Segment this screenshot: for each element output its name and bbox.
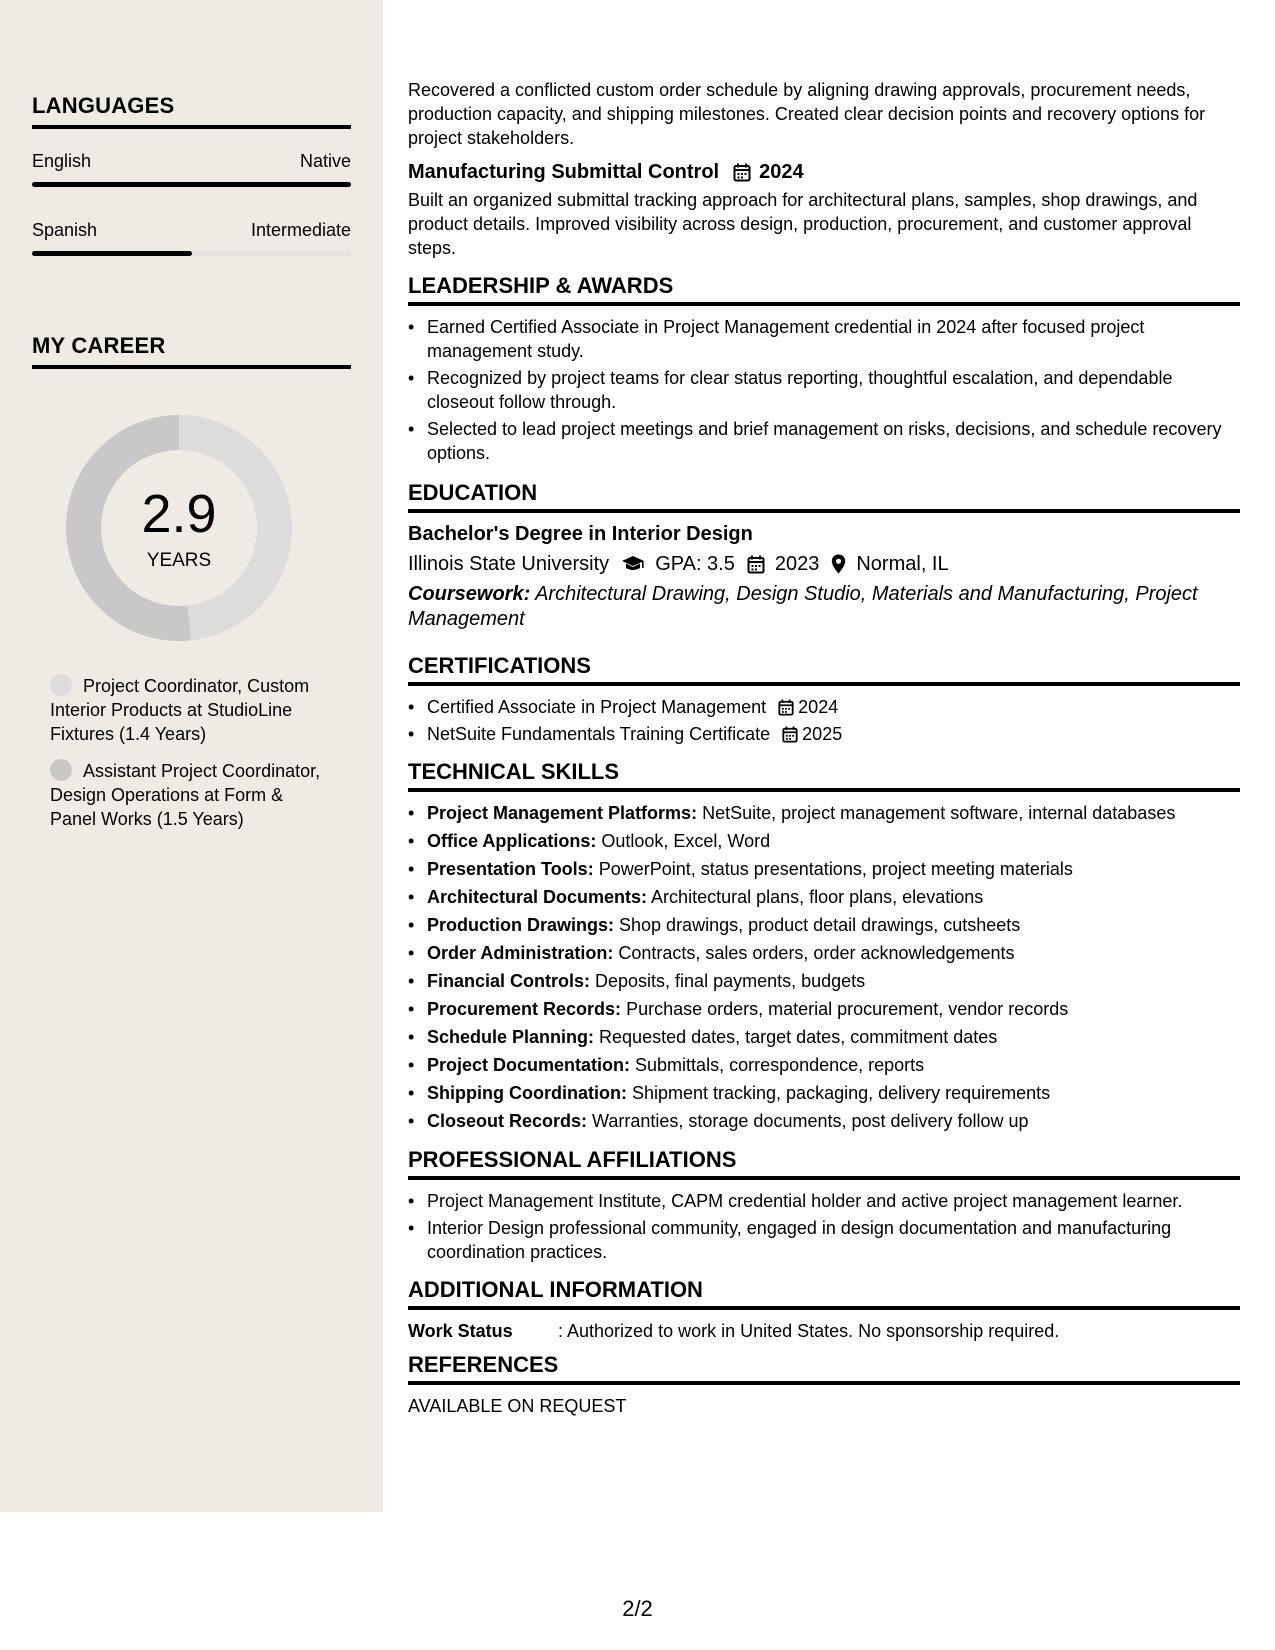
graduation-cap-icon xyxy=(621,555,645,573)
page-number: 2/2 xyxy=(622,1596,653,1621)
intro-paragraph: Recovered a conflicted custom order schedule by aligning drawing approvals, procurement needs, production capacity, and shipping milestones. Created clear decision points and recovery options for project stakeholders. xyxy=(408,80,1206,148)
degree-title: Bachelor's Degree in Interior Design xyxy=(408,523,753,545)
project-title: Manufacturing Submittal Control xyxy=(408,161,720,183)
list-item: • Earned Certified Associate in Project Management credential in 2024 after focused project management study. xyxy=(408,315,1240,363)
career-total-unit: YEARS xyxy=(146,550,212,571)
location-pin-icon xyxy=(831,554,846,574)
certification-year: 2024 xyxy=(798,697,839,717)
skill-value: Deposits, final payments, budgets xyxy=(590,971,866,991)
career-legend xyxy=(50,674,330,844)
certification-year: 2025 xyxy=(802,724,843,744)
career-heading: MY CAREER xyxy=(32,333,351,369)
skill-value: Shop drawings, product detail drawings, cutsheets xyxy=(614,915,1021,935)
gpa: GPA: 3.5 xyxy=(655,553,735,575)
career-legend-item xyxy=(50,674,330,746)
affiliations-list xyxy=(408,1189,1240,1264)
skill-value: NetSuite, project management software, internal databases xyxy=(697,803,1176,823)
additional-info-heading: ADDITIONAL INFORMATION xyxy=(408,1278,1240,1310)
skill-label: Project Documentation: xyxy=(427,1055,631,1075)
location: Normal, IL xyxy=(856,553,949,575)
references-heading: REFERENCES xyxy=(408,1353,1240,1385)
skill-label: Order Administration: xyxy=(427,943,614,963)
list-item xyxy=(408,1081,1240,1106)
list-item xyxy=(408,1025,1240,1050)
language-level: Intermediate xyxy=(250,220,351,240)
graduation-year: 2023 xyxy=(774,553,820,575)
list-item: • Selected to lead project meetings and brief management on risks, decisions, and schedule recovery options. xyxy=(408,417,1240,465)
skill-value: Architectural plans, floor plans, elevations xyxy=(647,887,984,907)
career-section xyxy=(32,333,351,369)
skill-value: PowerPoint, status presentations, project meeting materials xyxy=(593,859,1073,879)
calendar-icon xyxy=(733,163,751,182)
skill-label: Production Drawings: xyxy=(427,915,615,935)
calendar-icon xyxy=(778,699,794,716)
skill-value: Purchase orders, material procurement, vendor records xyxy=(621,999,1069,1019)
languages-section xyxy=(32,93,351,256)
calendar-icon xyxy=(747,555,765,574)
skill-value: Contracts, sales orders, order acknowledgements xyxy=(613,943,1015,963)
career-legend-item xyxy=(50,759,330,831)
certification-name: • Certified Associate in Project Management xyxy=(427,697,767,717)
references-text: AVAILABLE ON REQUEST xyxy=(408,1396,627,1416)
leadership-list xyxy=(408,315,1240,465)
list-item xyxy=(408,695,1240,719)
language-level: Native xyxy=(299,151,351,171)
legend-dot-icon xyxy=(50,759,72,781)
skill-label: Shipping Coordination: xyxy=(427,1083,627,1103)
career-legend-label: Assistant Project Coordinator, Design Operations at Form & Panel Works (1.5 Years) xyxy=(50,761,321,829)
technical-skills-list xyxy=(408,801,1240,1134)
project-title-row xyxy=(408,160,1240,184)
project-year: 2024 xyxy=(759,161,804,183)
list-item: • Interior Design professional community, engaged in design documentation and manufacturing coordination practices. xyxy=(408,1216,1240,1264)
list-item xyxy=(408,1109,1240,1134)
certifications-list xyxy=(408,695,1240,746)
list-item xyxy=(408,913,1240,938)
languages-heading: LANGUAGES xyxy=(32,93,351,129)
language-proficiency-fill xyxy=(32,182,351,187)
technical-skills-heading: TECHNICAL SKILLS xyxy=(408,760,1240,792)
calendar-icon xyxy=(782,726,798,743)
list-item: • Project Management Institute, CAPM credential holder and active project management learner. xyxy=(408,1189,1240,1213)
skill-label: Schedule Planning: xyxy=(427,1027,595,1047)
list-item xyxy=(408,1053,1240,1078)
skill-label: Presentation Tools: xyxy=(427,859,594,879)
skill-label: Procurement Records: xyxy=(427,999,622,1019)
leadership-heading: LEADERSHIP & AWARDS xyxy=(408,274,1240,306)
coursework-list: Architectural Drawing, Design Studio, Materials and Manufacturing, Project Management xyxy=(408,583,1198,630)
list-item xyxy=(408,885,1240,910)
language-proficiency-bar xyxy=(32,182,351,187)
education-details xyxy=(408,552,1240,576)
list-item xyxy=(408,969,1240,994)
skill-label: Financial Controls: xyxy=(427,971,591,991)
work-status-value: : Authorized to work in United States. No sponsorship required. xyxy=(558,1321,1060,1341)
main-column xyxy=(408,78,1240,1418)
language-proficiency-bar xyxy=(32,251,351,256)
certifications-heading: CERTIFICATIONS xyxy=(408,654,1240,686)
language-proficiency-fill xyxy=(32,251,192,256)
skill-value: Outlook, Excel, Word xyxy=(596,831,771,851)
work-status-label: Work Status xyxy=(408,1321,513,1341)
project-description: Built an organized submittal tracking approach for architectural plans, samples, shop drawings, and product details. Improved visibility across design, production, procurement, and customer approval steps. xyxy=(408,190,1198,258)
skill-value: Submittals, correspondence, reports xyxy=(630,1055,925,1075)
list-item xyxy=(408,997,1240,1022)
language-name: Spanish xyxy=(32,220,98,240)
language-item xyxy=(32,151,351,187)
career-total-value: 2.9 xyxy=(141,484,217,544)
school-name: Illinois State University xyxy=(408,553,610,575)
list-item xyxy=(408,857,1240,882)
language-name: English xyxy=(32,151,92,171)
skill-value: Shipment tracking, packaging, delivery requirements xyxy=(626,1083,1051,1103)
career-legend-label: Project Coordinator, Custom Interior Products at StudioLine Fixtures (1.4 Years) xyxy=(50,676,310,744)
career-donut-chart xyxy=(66,415,292,641)
list-item xyxy=(408,801,1240,826)
education-heading: EDUCATION xyxy=(408,481,1240,513)
list-item xyxy=(408,722,1240,746)
skill-value: Requested dates, target dates, commitment dates xyxy=(594,1027,998,1047)
certification-name: • NetSuite Fundamentals Training Certificate xyxy=(427,724,771,744)
legend-dot-icon xyxy=(50,674,72,696)
list-item: • Recognized by project teams for clear status reporting, thoughtful escalation, and dependable closeout follow through. xyxy=(408,366,1240,414)
coursework-label: Coursework: xyxy=(408,583,531,605)
work-status-row xyxy=(408,1319,1240,1343)
skill-label: Project Management Platforms: xyxy=(427,803,698,823)
list-item xyxy=(408,829,1240,854)
skill-value: Warranties, storage documents, post delivery follow up xyxy=(587,1111,1029,1131)
skill-label: Closeout Records: xyxy=(427,1111,588,1131)
sidebar xyxy=(0,0,383,1512)
skill-label: Office Applications: xyxy=(427,831,597,851)
coursework xyxy=(408,582,1240,632)
affiliations-heading: PROFESSIONAL AFFILIATIONS xyxy=(408,1148,1240,1180)
skill-label: Architectural Documents: xyxy=(427,887,648,907)
list-item xyxy=(408,941,1240,966)
language-item xyxy=(32,220,351,256)
